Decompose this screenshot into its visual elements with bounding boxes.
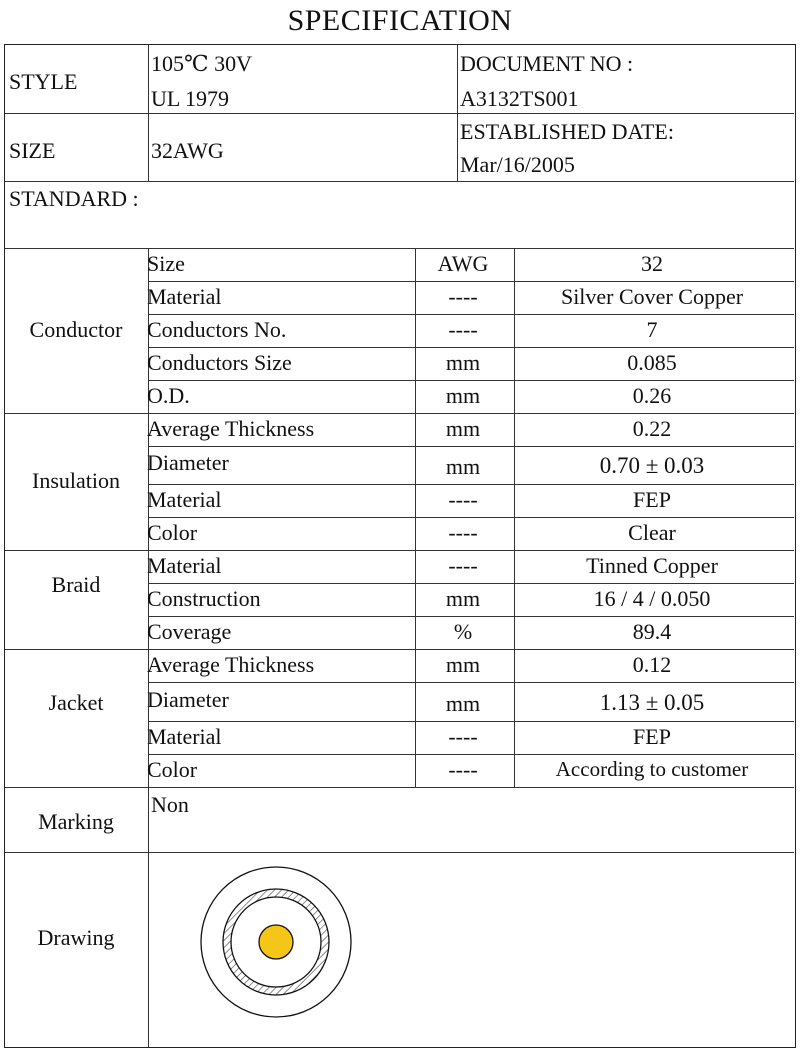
param-cell: Material [147, 284, 222, 309]
value-cell: 7 [646, 317, 658, 342]
value-cell: 32 [641, 251, 663, 276]
param-cell: Conductors Size [147, 350, 292, 375]
group-insulation: Insulation [32, 467, 120, 493]
unit-cell: mm [445, 416, 481, 441]
param-cell: Average Thickness [147, 416, 315, 441]
value-cell: Clear [628, 520, 676, 545]
style-rating: 105℃ 30V [151, 51, 252, 76]
value-cell: 0.22 [632, 416, 672, 441]
unit-cell: mm [445, 350, 481, 375]
unit-cell: ---- [448, 317, 478, 342]
param-cell: Color [147, 757, 198, 782]
unit-cell: ---- [448, 757, 478, 782]
param-cell: Size [147, 251, 185, 276]
unit-cell: ---- [448, 553, 478, 578]
unit-cell: mm [445, 383, 481, 408]
divider [5, 113, 794, 114]
divider [148, 682, 794, 683]
established-label: ESTABLISHED DATE: [460, 119, 674, 144]
divider [5, 787, 794, 788]
unit-cell: ---- [448, 487, 478, 512]
unit-cell: ---- [448, 284, 478, 309]
value-cell: Silver Cover Copper [560, 284, 744, 309]
param-cell: Coverage [147, 619, 232, 644]
unit-cell: mm [445, 691, 481, 716]
unit-cell: mm [445, 586, 481, 611]
document-number: A3132TS001 [460, 86, 579, 111]
param-cell: Diameter [147, 450, 229, 475]
marking-value: Non [151, 792, 189, 817]
param-cell: Conductors No. [147, 317, 287, 342]
param-cell: Diameter [147, 687, 229, 712]
drawing-label: Drawing [37, 925, 115, 950]
value-cell: 0.26 [632, 383, 672, 408]
group-conductor: Conductor [29, 316, 123, 342]
param-cell: Construction [147, 586, 261, 611]
style-label: STYLE [9, 69, 78, 94]
unit-cell: ---- [448, 724, 478, 749]
value-cell: According to customer [555, 757, 749, 781]
size-value: 32AWG [151, 138, 224, 163]
group-jacket: Jacket [48, 690, 104, 715]
value-cell: FEP [633, 724, 671, 749]
unit-cell: mm [445, 652, 481, 677]
param-cell: Material [147, 487, 222, 512]
unit-cell: ---- [448, 520, 478, 545]
unit-cell: % [453, 619, 473, 644]
document-label: DOCUMENT NO : [460, 51, 634, 76]
param-cell: Color [147, 520, 198, 545]
divider [5, 181, 794, 182]
established-date: Mar/16/2005 [460, 152, 575, 177]
unit-cell: mm [445, 454, 481, 479]
param-cell: Material [147, 724, 222, 749]
cable-cross-section-drawing [196, 862, 356, 1022]
marking-label: Marking [38, 809, 114, 834]
unit-cell: AWG [437, 251, 489, 276]
value-cell: 0.70 ± 0.03 [599, 453, 705, 478]
divider [148, 45, 149, 181]
page-title: SPECIFICATION [287, 4, 513, 37]
group-braid: Braid [51, 571, 101, 597]
value-cell: 0.085 [627, 350, 677, 375]
divider [457, 45, 458, 181]
standard-label: STANDARD : [9, 186, 139, 211]
value-cell: 0.12 [632, 652, 672, 677]
param-cell: Material [147, 553, 222, 578]
value-cell: 89.4 [632, 619, 672, 644]
style-ul: UL 1979 [151, 86, 230, 111]
divider [5, 852, 794, 853]
param-cell: Average Thickness [147, 652, 315, 677]
value-cell: 16 / 4 / 0.050 [593, 586, 711, 611]
value-cell: Tinned Copper [586, 553, 718, 578]
param-cell: O.D. [147, 383, 190, 408]
value-cell: 1.13 ± 0.05 [599, 690, 705, 715]
divider [148, 446, 794, 447]
size-label: SIZE [9, 138, 56, 163]
value-cell: FEP [633, 487, 671, 512]
conductor-circle [259, 925, 293, 959]
